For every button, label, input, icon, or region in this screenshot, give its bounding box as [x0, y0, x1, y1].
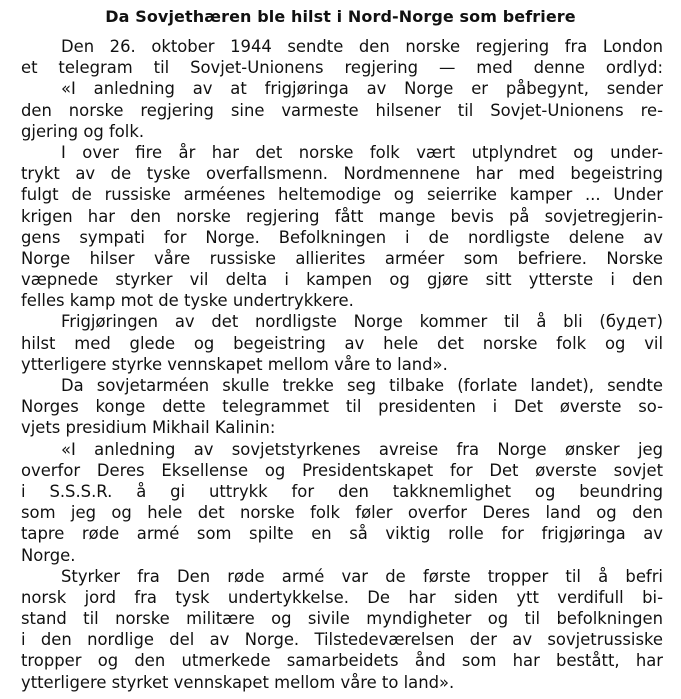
text-line: et telegram til Sovjet-Unionens regjering — med denne ordlyd:: [21, 58, 663, 78]
text-line: «I anledning av sovjetstyrkenes avreise fra Norge ønsker jeg: [61, 439, 663, 459]
text-line: stand til norske militære og sivile myndigheter og til befolkningen: [21, 609, 663, 629]
text-line: hilst med glede og begeistring av hele det norske folk og vil: [21, 333, 663, 353]
text-line: Frigjøringen av det nordligste Norge kommer til å bli (будет): [61, 312, 663, 332]
text-line: Norge hilser våre russiske allierites arméer som befriere. Norske: [21, 248, 663, 268]
text-line: norsk jord fra tysk undertykkelse. De har siden ytt verdifull bi-: [21, 587, 663, 607]
text-line: væpnede styrker vil delta i kampen og gjøre sitt ytterste i den: [21, 270, 663, 290]
text-line: Den 26. oktober 1944 sendte den norske regjering fra London: [61, 37, 663, 56]
text-line: I over fire år har det norske folk vært utplyndret og under-: [61, 142, 663, 162]
text-line: i den nordlige del av Norge. Tilstedeværelsen der av sovjetrussiske: [21, 630, 663, 650]
text-line: Norges konge dette telegrammet til presidenten i Det øverste so-: [21, 397, 663, 417]
text-line: tropper og den utmerkede samarbeidets ånd som har bestått, har: [21, 651, 663, 671]
text-line: gens sympati for Norge. Befolkningen i de nordligste delene av: [21, 227, 663, 247]
text-line: den norske regjering sine varmeste hilsener til Sovjet-Unionens re-: [21, 100, 663, 120]
text-line: «I anledning av at frigjøringa av Norge er påbegynt, sender: [61, 79, 663, 99]
body-text: [21, 36, 663, 693]
text-line: som jeg og hele det norske folk føler overfor Deres land og den: [21, 503, 663, 523]
text-line: ytterligere styrke vennskapet mellom våre to land».: [21, 354, 448, 374]
text-line: Styrker fra Den røde armé var de første tropper til å befri: [61, 566, 663, 586]
text-line: gjering og folk.: [21, 121, 145, 141]
text-line: vjets presidium Mikhail Kalinin:: [21, 418, 276, 438]
text-line: trykt av de tyske overfallsmenn. Nordmennene har med begeistring: [21, 164, 663, 184]
text-line: felles kamp mot de tyske undertrykkere.: [21, 291, 354, 311]
text-line: krigen har den norske regjering fått mange bevis på sovjetregjerin-: [21, 206, 663, 226]
text-line: Da sovjetarméen skulle trekke seg tilbake (forlate landet), sendte: [61, 376, 663, 395]
document-title: Da Sovjethæren ble hilst i Nord-Norge som befriere: [105, 7, 576, 26]
text-line: Norge.: [21, 545, 76, 565]
text-line: tapre røde armé som spilte en så viktig rolle for frigjøringa av: [21, 524, 663, 544]
text-line: fulgt de russiske arméenes heltemodige og seierrike kamper ... Under: [21, 185, 663, 205]
text-line: ytterligere styrket vennskapet mellom våre to land».: [21, 672, 455, 692]
text-line: i S.S.S.R. å gi uttrykk for den takknemlighet og beundring: [21, 481, 663, 501]
text-line: overfor Deres Eksellense og Presidentskapet for Det øverste sovjet: [21, 460, 663, 480]
